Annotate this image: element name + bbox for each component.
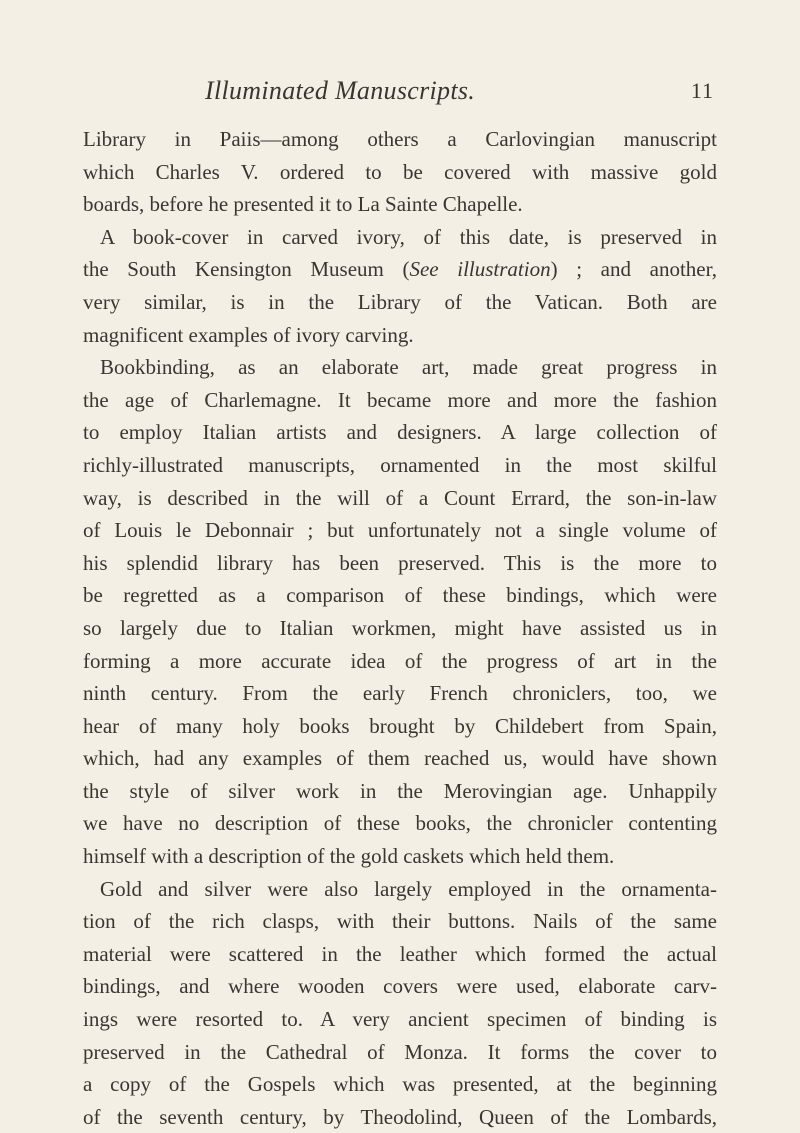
page-number: 11 xyxy=(690,78,714,103)
text-fragment: ) ; and another, xyxy=(550,257,717,282)
text-line: way, is described in the will of a Count Errard, the son-in-law xyxy=(83,485,717,510)
text-line: Library in Paiis—among others a Carlovingian manuscript xyxy=(83,127,717,151)
text-line: of Louis le Debonnair ; but unfortunately not a single volume of xyxy=(83,518,717,543)
text-line: very similar, is in the Library of the Vatican. Both are xyxy=(83,289,717,314)
text-line: a copy of the Gospels which was presented, at the beginning xyxy=(83,1072,717,1097)
body-text xyxy=(83,123,717,1133)
text-line: to employ Italian artists and designers. A large collection of xyxy=(83,420,717,445)
text-line: which Charles V. ordered to be covered with massive gold xyxy=(83,159,717,184)
text-line: of the seventh century, by Theodolind, Queen of the Lombards, xyxy=(83,1104,717,1129)
text-fragment: the South Kensington Museum ( xyxy=(83,257,410,282)
text-line: ings were resorted to. A very ancient specimen of binding is xyxy=(83,1007,717,1032)
text-line: tion of the rich clasps, with their buttons. Nails of the same xyxy=(83,909,717,934)
running-title: Illuminated Manuscripts. xyxy=(205,76,476,105)
text-line: we have no description of these books, the chronicler contenting xyxy=(83,811,717,836)
text-line: boards, before he presented it to La Sainte Chapelle. xyxy=(83,192,523,217)
running-head xyxy=(0,76,800,116)
text-line: ninth century. From the early French chroniclers, too, we xyxy=(83,681,717,706)
text-line: which, had any examples of them reached us, would have shown xyxy=(83,746,717,771)
text-line: material were scattered in the leather which formed the actual xyxy=(83,941,717,966)
text-line: richly-illustrated manuscripts, ornamented in the most skilful xyxy=(83,452,717,477)
text-line: be regretted as a comparison of these bindings, which were xyxy=(83,583,717,608)
text-line: Bookbinding, as an elaborate art, made great progress in xyxy=(100,355,717,380)
illustration-reference: See illustration xyxy=(409,257,551,282)
text-line: so largely due to Italian workmen, might have assisted us in xyxy=(83,615,717,640)
text-line: forming a more accurate idea of the progress of art in the xyxy=(83,648,717,673)
text-line: hear of many holy books brought by Childebert from Spain, xyxy=(83,713,717,738)
text-line xyxy=(83,253,717,286)
text-line: himself with a description of the gold caskets which held them. xyxy=(83,844,615,869)
text-line: A book-cover in carved ivory, of this date, is preserved in xyxy=(100,224,717,249)
text-line: Gold and silver were also largely employed in the ornamenta- xyxy=(100,876,717,901)
text-line: the age of Charlemagne. It became more and more the fashion xyxy=(83,387,717,412)
text-line: preserved in the Cathedral of Monza. It forms the cover to xyxy=(83,1039,717,1064)
text-line: bindings, and where wooden covers were used, elaborate carv- xyxy=(83,974,717,999)
text-line: the style of silver work in the Merovingian age. Unhappily xyxy=(83,778,717,803)
text-line: magnificent examples of ivory carving. xyxy=(83,322,414,347)
text-line: his splendid library has been preserved. This is the more to xyxy=(83,550,717,575)
